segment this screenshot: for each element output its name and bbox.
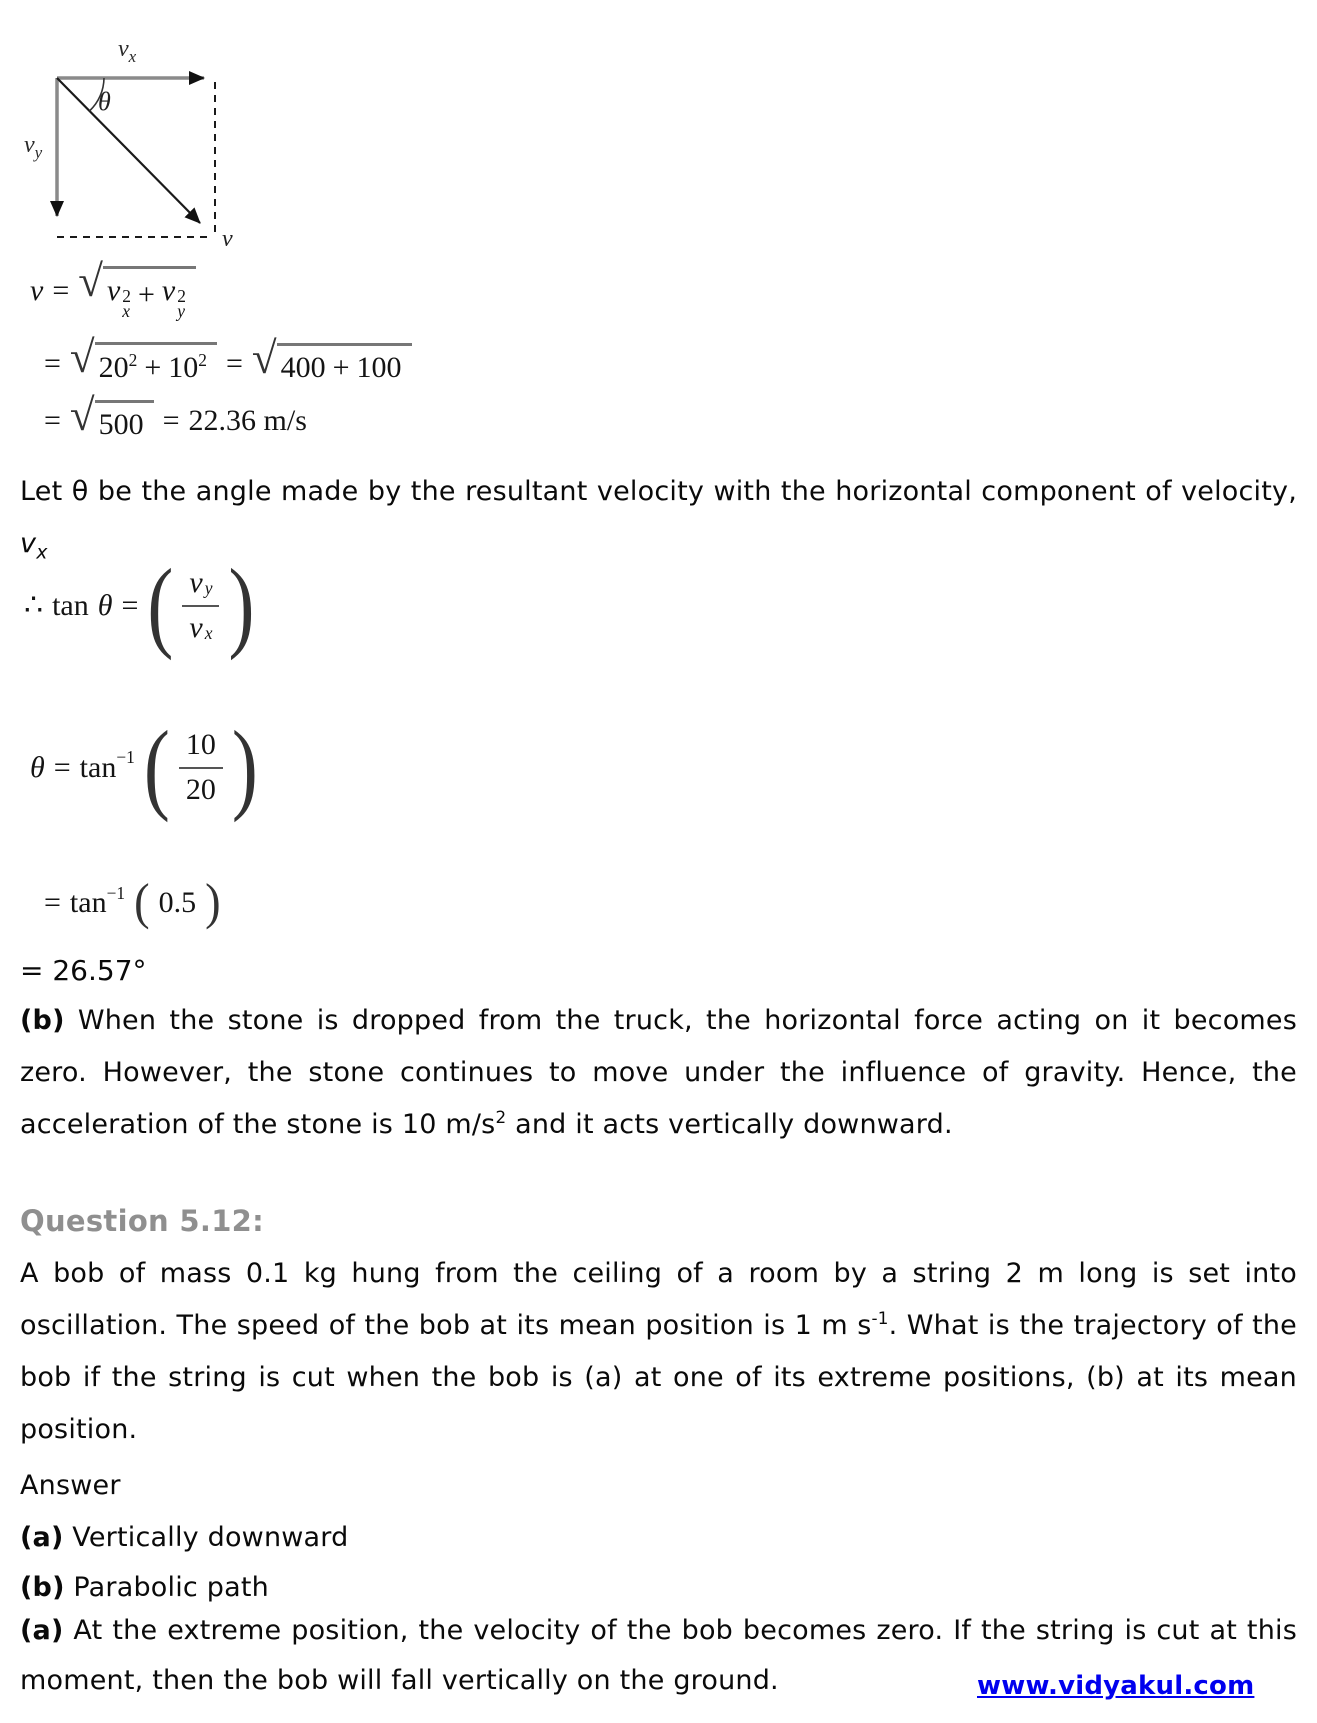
vy-label: $v_y$ — [24, 132, 43, 162]
sqrt-sign: √ — [69, 332, 95, 382]
radicand — [103, 266, 196, 321]
numerator: v y — [182, 566, 219, 607]
equation-speed-result — [44, 390, 307, 442]
paragraph-angle-intro — [20, 466, 1297, 578]
radical — [251, 332, 412, 385]
item-label: (a) — [20, 1522, 64, 1553]
sqrt-sign: √ — [78, 256, 103, 306]
inverse-exponent: −1 — [106, 882, 126, 903]
paragraph-text: and it acts vertically downward. — [506, 1109, 953, 1140]
question-text: . What is the trajectory of the bob if the string is cut when the bob is (a) at one of its extreme positions, (b) at its mean position. — [20, 1310, 1297, 1445]
sqrt-sign: √ — [69, 390, 95, 440]
denominator: 20 — [185, 772, 216, 806]
theta-symbol: θ — [97, 588, 113, 622]
equals-sign: = — [121, 588, 139, 622]
speed-value: 22.36 m/s — [188, 404, 307, 437]
superscript: -1 — [871, 1308, 889, 1328]
paragraph-part-b — [20, 995, 1297, 1151]
theta-label: θ — [98, 87, 111, 116]
radical — [69, 390, 154, 442]
close-paren: ) — [228, 547, 255, 662]
item-label: (b) — [20, 1005, 65, 1036]
equals-sign: = — [53, 750, 71, 784]
equals-sign: = — [44, 346, 61, 380]
equation-theta-result: = 26.57° — [20, 954, 147, 987]
eq-equals: = — [52, 274, 70, 308]
plus-sign: + — [144, 350, 162, 384]
term-10sq: $10^2$ — [168, 350, 207, 384]
radicand — [95, 400, 154, 442]
term-400: 400 — [280, 350, 326, 384]
radical — [69, 332, 217, 385]
equation-tan-half — [44, 874, 221, 931]
tan-func: $\tan^{-1}$ — [79, 747, 135, 784]
fraction-10-20 — [179, 728, 223, 807]
radicand — [95, 342, 217, 385]
resultant-vector — [57, 78, 200, 223]
paragraph-text: Let θ be the angle made by the resultant velocity with the horizontal component of velocity, — [20, 476, 1297, 507]
question-text: A bob of mass 0.1 kg hung from the ceiling of a room by a string 2 m long is set into oscillation. The speed of the bob at its mean position is 1 m s — [20, 1258, 1297, 1341]
radical — [78, 256, 196, 321]
therefore-sign: ∴ — [24, 589, 44, 622]
term-100: 100 — [356, 350, 402, 384]
equation-speed-values — [44, 332, 412, 385]
equals-sign: = — [44, 885, 61, 919]
equals-sign: = — [44, 404, 61, 437]
open-paren: ( — [134, 874, 150, 931]
tan-func: $\tan^{-1}$ — [69, 882, 126, 919]
velocity-vector-diagram — [16, 30, 261, 258]
paragraph-text: When the stone is dropped from the truck, the horizontal force acting on it becomes zero. However, the stone continues to move under the influence of gravity. Hence, the acceleration of the stone is 10 m/s — [20, 1005, 1297, 1140]
denominator: v x — [189, 610, 213, 644]
equals-sign: = — [225, 346, 243, 380]
fraction-vy-vx — [182, 566, 219, 645]
answer-text: Parabolic path — [64, 1572, 269, 1603]
eq-lhs: v — [30, 274, 44, 308]
equation-theta-inverse — [30, 709, 258, 824]
item-label: (a) — [20, 1615, 64, 1646]
answer-item-a — [20, 1512, 1297, 1564]
vx-symbol: v — [20, 528, 37, 559]
theta-symbol: θ — [30, 750, 45, 784]
radicand — [277, 343, 412, 385]
vidyakul-link[interactable]: www.vidyakul.com — [977, 1671, 1255, 1701]
open-paren: ( — [147, 547, 174, 662]
superscript: 2 — [495, 1107, 507, 1127]
equation-tan-theta — [24, 547, 255, 662]
answer-text: Vertically downward — [63, 1522, 349, 1553]
close-paren: ) — [205, 874, 221, 931]
vx-subscript: x — [36, 541, 48, 564]
question-heading: Question 5.12: — [20, 1204, 265, 1238]
tan-func: tan — [52, 588, 89, 622]
term-vx: v 2 x — [106, 274, 131, 321]
term-vy: v 2 y — [161, 274, 186, 321]
term-500: 500 — [98, 408, 144, 441]
sqrt-sign: √ — [251, 332, 277, 383]
v-label: v — [222, 226, 233, 252]
inverse-exponent: −1 — [116, 747, 135, 768]
close-paren: ) — [231, 709, 258, 824]
answer-text: At the extreme position, the velocity of the bob becomes zero. If the string is cut at this moment, then the bob will fall vertically on the ground. — [20, 1615, 1297, 1696]
item-label: (b) — [20, 1572, 65, 1603]
vx-label: $v_x$ — [118, 36, 137, 66]
answer-label: Answer — [20, 1470, 121, 1501]
numerator: 10 — [179, 728, 223, 769]
plus-sign: + — [137, 278, 155, 312]
value: 0.5 — [158, 885, 197, 919]
equation-speed — [30, 256, 196, 321]
equals-sign: = — [162, 404, 180, 437]
question-body — [20, 1248, 1297, 1456]
term-20sq: $20^2$ — [98, 350, 138, 384]
open-paren: ( — [143, 709, 170, 824]
plus-sign: + — [332, 350, 350, 384]
